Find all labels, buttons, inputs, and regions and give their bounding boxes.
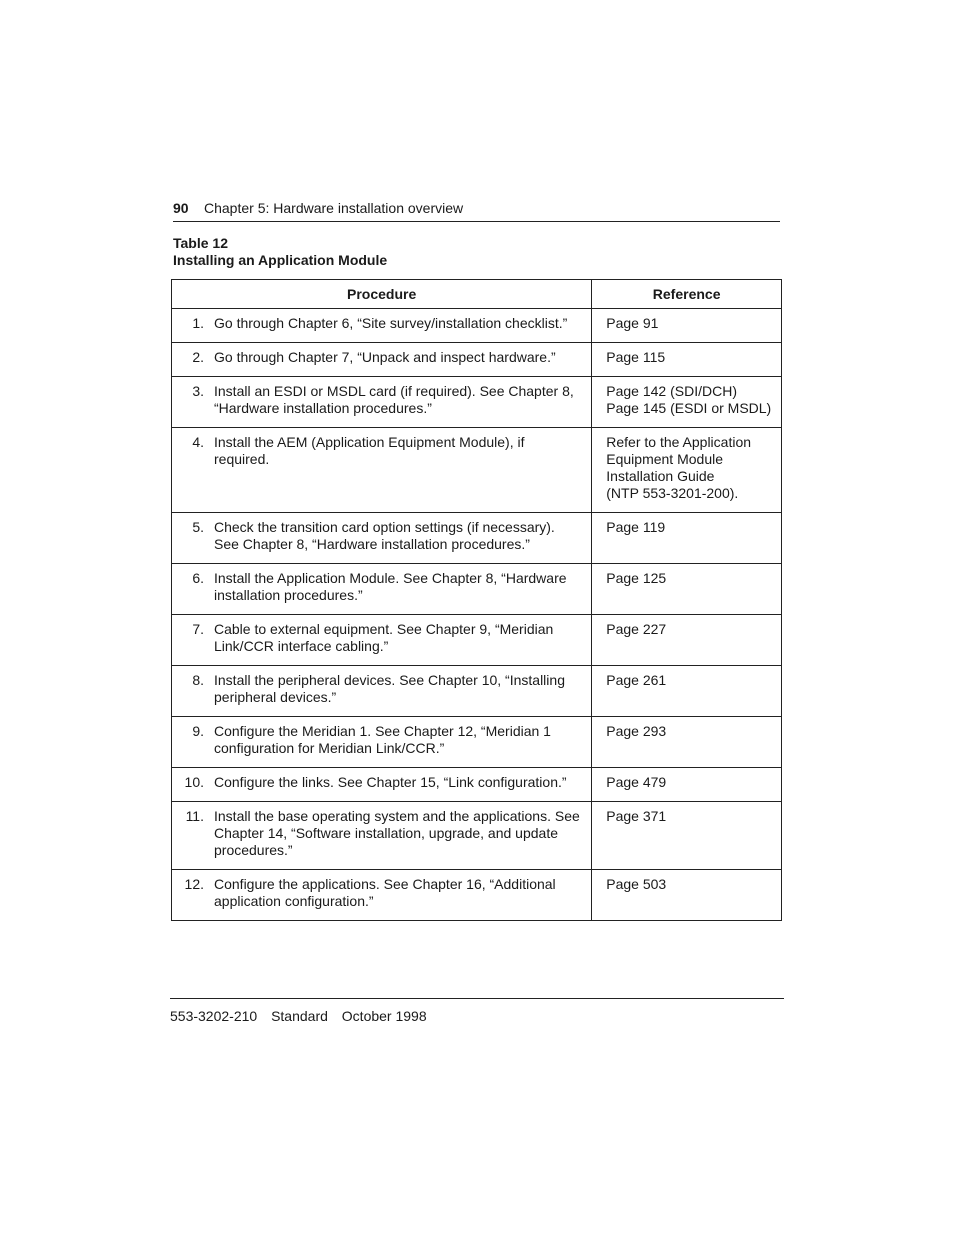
page-footer bbox=[170, 998, 784, 1024]
procedure-cell bbox=[172, 343, 592, 377]
procedure-text: Go through Chapter 7, “Unpack and inspect hardware.” bbox=[214, 349, 556, 365]
table-row bbox=[172, 717, 782, 768]
procedure-cell bbox=[172, 428, 592, 513]
table-row bbox=[172, 666, 782, 717]
step-number: 5. bbox=[192, 519, 204, 535]
table-row bbox=[172, 513, 782, 564]
step-number: 12. bbox=[184, 876, 204, 892]
procedure-text: Configure the links. See Chapter 15, “Link configuration.” bbox=[214, 774, 567, 790]
procedure-text: Install the peripheral devices. See Chapter 10, “Installing peripheral devices.” bbox=[214, 672, 565, 705]
reference-cell: Page 261 bbox=[592, 666, 782, 717]
document-date: October 1998 bbox=[341, 1008, 427, 1024]
column-header-procedure: Procedure bbox=[172, 280, 592, 309]
procedure-text: Install the AEM (Application Equipment Module), if required. bbox=[214, 434, 525, 467]
table-row bbox=[172, 343, 782, 377]
document-number: 553-3202-210 bbox=[170, 1008, 258, 1024]
procedure-cell bbox=[172, 768, 592, 802]
table-title: Installing an Application Module bbox=[173, 252, 388, 268]
procedure-cell bbox=[172, 309, 592, 343]
procedure-cell bbox=[172, 564, 592, 615]
reference-cell: Page 371 bbox=[592, 802, 782, 870]
table-row bbox=[172, 802, 782, 870]
table-caption bbox=[173, 235, 387, 269]
reference-cell: Page 91 bbox=[592, 309, 782, 343]
step-number: 1. bbox=[192, 315, 204, 331]
reference-cell: Page 293 bbox=[592, 717, 782, 768]
step-number: 3. bbox=[192, 383, 204, 399]
document-status: Standard bbox=[271, 1008, 328, 1024]
reference-cell: Page 227 bbox=[592, 615, 782, 666]
table-row bbox=[172, 309, 782, 343]
procedure-text: Install the base operating system and the applications. See Chapter 14, “Software installation, upgrade, and update procedures.” bbox=[214, 808, 580, 858]
procedure-text: Go through Chapter 6, “Site survey/installation checklist.” bbox=[214, 315, 568, 331]
procedure-cell bbox=[172, 615, 592, 666]
procedure-cell bbox=[172, 666, 592, 717]
table-row bbox=[172, 428, 782, 513]
table-row bbox=[172, 870, 782, 921]
reference-cell: Page 503 bbox=[592, 870, 782, 921]
step-number: 11. bbox=[185, 808, 204, 824]
step-number: 8. bbox=[192, 672, 204, 688]
step-number: 10. bbox=[184, 774, 204, 790]
procedure-text: Cable to external equipment. See Chapter 9, “Meridian Link/CCR interface cabling.” bbox=[214, 621, 554, 654]
reference-cell: Page 142 (SDI/DCH) Page 145 (ESDI or MSDL) bbox=[592, 377, 782, 428]
procedure-cell bbox=[172, 870, 592, 921]
procedure-cell bbox=[172, 513, 592, 564]
reference-cell: Refer to the Application Equipment Module Installation Guide (NTP 553-3201-200). bbox=[592, 428, 782, 513]
page-number: 90 bbox=[173, 200, 189, 216]
reference-cell: Page 125 bbox=[592, 564, 782, 615]
column-header-reference: Reference bbox=[592, 280, 782, 309]
procedure-text: Configure the Meridian 1. See Chapter 12, “Meridian 1 configuration for Meridian Link/CCR.” bbox=[214, 723, 551, 756]
page-header bbox=[173, 199, 780, 222]
reference-cell: Page 479 bbox=[592, 768, 782, 802]
table-body bbox=[172, 309, 782, 921]
reference-cell: Page 119 bbox=[592, 513, 782, 564]
table-row bbox=[172, 615, 782, 666]
step-number: 9. bbox=[192, 723, 204, 739]
procedure-text: Install the Application Module. See Chapter 8, “Hardware installation procedures.” bbox=[214, 570, 567, 603]
table-header-row bbox=[172, 280, 782, 309]
table-row bbox=[172, 564, 782, 615]
step-number: 6. bbox=[192, 570, 204, 586]
table-label: Table 12 bbox=[173, 235, 228, 251]
step-number: 4. bbox=[192, 434, 204, 450]
step-number: 7. bbox=[192, 621, 204, 637]
step-number: 2. bbox=[192, 349, 204, 365]
procedure-cell bbox=[172, 377, 592, 428]
procedure-text: Install an ESDI or MSDL card (if required). See Chapter 8, “Hardware installation procedures.” bbox=[214, 383, 574, 416]
procedure-cell bbox=[172, 802, 592, 870]
procedure-table bbox=[171, 279, 782, 921]
procedure-text: Configure the applications. See Chapter 16, “Additional application configuration.” bbox=[214, 876, 556, 909]
table-row bbox=[172, 377, 782, 428]
procedure-cell bbox=[172, 717, 592, 768]
procedure-text: Check the transition card option settings (if necessary). See Chapter 8, “Hardware installation procedures.” bbox=[214, 519, 555, 552]
chapter-title: Chapter 5: Hardware installation overview bbox=[204, 200, 464, 216]
reference-cell: Page 115 bbox=[592, 343, 782, 377]
table-row bbox=[172, 768, 782, 802]
